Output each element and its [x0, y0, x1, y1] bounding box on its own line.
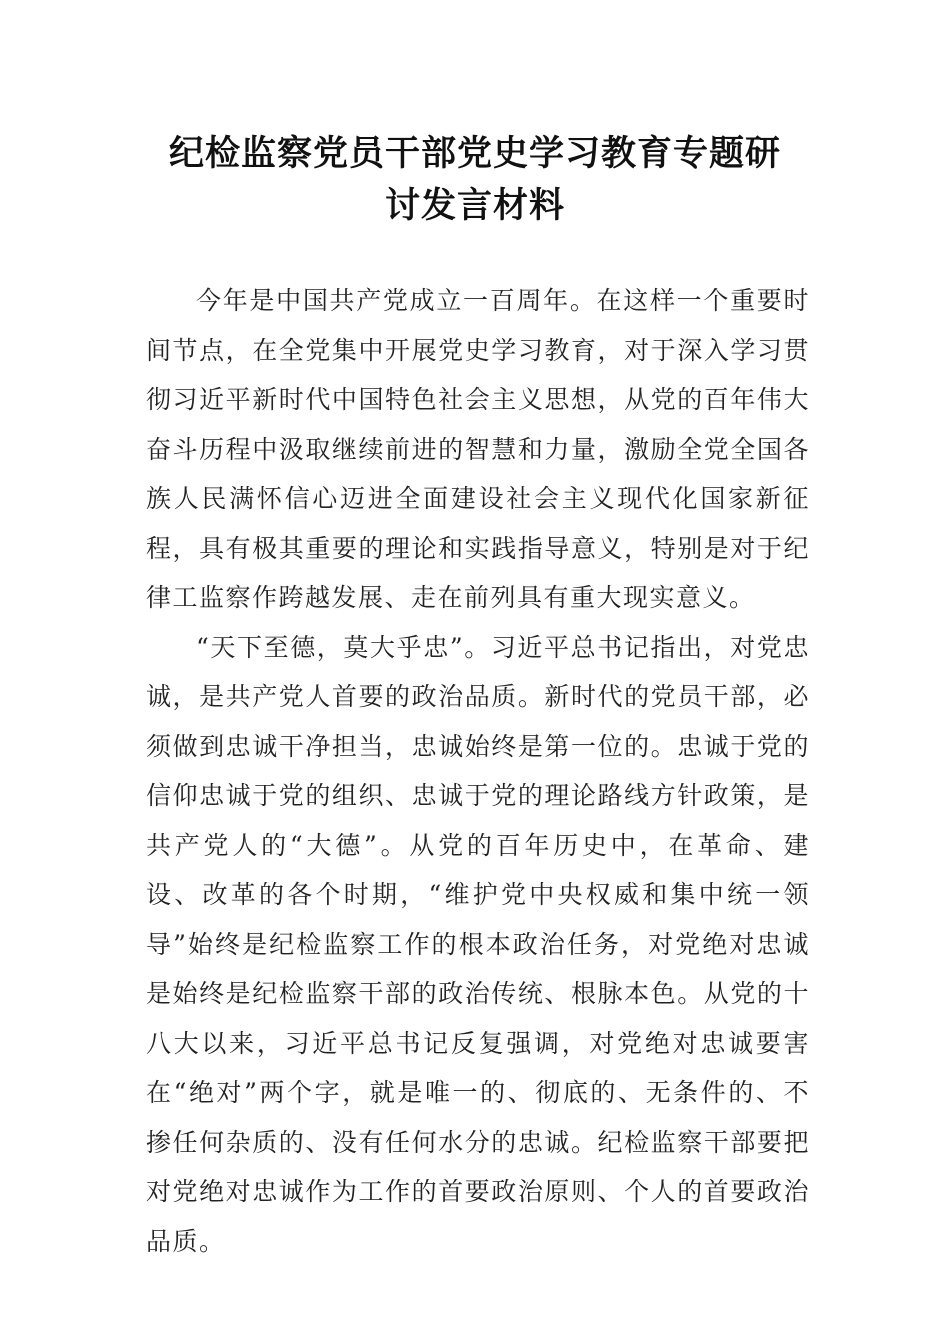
- paragraph-1: 今年是中国共产党成立一百周年。在这样一个重要时间节点，在全党集中开展党史学习教育，对于深入学习贯彻习近平新时代中国特色社会主义思想，从党的百年伟大奋斗历程中汲取继续前进的智慧和力量，激励全党全国各族人民满怀信心迈进全面建设社会主义现代化国家新征程，具有极其重要的理论和实践指导意义，特别是对于纪律工监察作跨越发展、走在前列具有重大现实意义。: [146, 286, 810, 612]
- title-line-2: 讨发言材料: [384, 186, 565, 226]
- document-title: [120, 128, 830, 232]
- document-body: [146, 276, 810, 1266]
- paragraph-2: “天下至德，莫大乎忠”。习近平总书记指出，对党忠诚，是共产党人首要的政治品质。新时代的党员干部，必须做到忠诚干净担当，忠诚始终是第一位的。忠诚于党的信仰忠诚于党的组织、忠诚于党的理论路线方针政策，是共产党人的“大德”。从党的百年历史中，在革命、建设、改革的各个时期，“维护党中央权威和集中统一领导”始终是纪检监察工作的根本政治任务，对党绝对忠诚是始终是纪检监察干部的政治传统、根脉本色。从党的十八大以来，习近平总书记反复强调，对党绝对忠诚要害在“绝对”两个字，就是唯一的、彻底的、无条件的、不掺任何杂质的、没有任何水分的忠诚。纪检监察干部要把对党绝对忠诚作为工作的首要政治原则、个人的首要政治品质。: [146, 632, 810, 1256]
- title-line-1: 纪检监察党员干部党史学习教育专题研: [168, 134, 781, 174]
